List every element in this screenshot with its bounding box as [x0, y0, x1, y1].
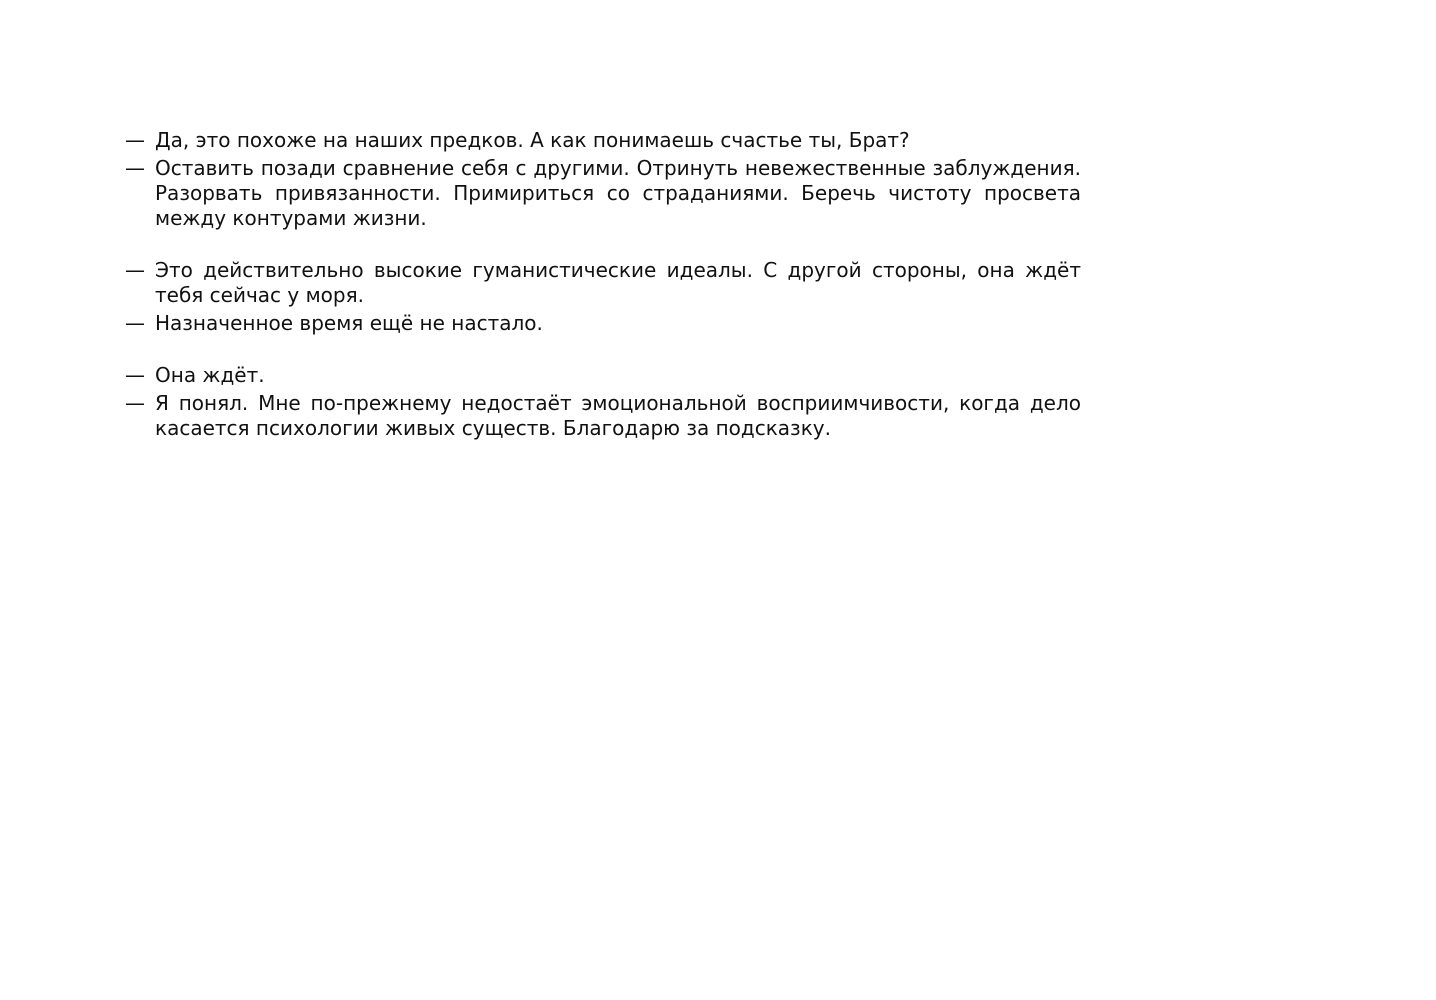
dialogue-text: Я понял. Мне по-прежнему недостаёт эмоциональной восприимчивости, когда дело касается психологии живых существ. Благодарю за подсказку. — [155, 391, 1081, 440]
dialogue-dash: — — [125, 311, 145, 335]
dialogue-dash: — — [125, 128, 145, 152]
dialogue-dash: — — [125, 156, 145, 180]
dialogue-group — [125, 128, 1081, 231]
dialogue-text: Это действительно высокие гуманистические идеалы. С другой стороны, она ждёт тебя сейчас у моря. — [155, 258, 1081, 307]
document-page — [125, 128, 1081, 441]
dialogue-dash: — — [125, 258, 145, 282]
dialogue-line — [125, 391, 1081, 441]
dialogue-text: Она ждёт. — [155, 363, 265, 387]
dialogue-group — [125, 363, 1081, 441]
dialogue-line — [125, 258, 1081, 308]
dialogue-text: Да, это похоже на наших предков. А как понимаешь счастье ты, Брат? — [155, 128, 910, 152]
dialogue-line — [125, 128, 1081, 153]
dialogue-dash: — — [125, 363, 145, 387]
dialogue-text: Назначенное время ещё не настало. — [155, 311, 543, 335]
dialogue-group — [125, 258, 1081, 336]
dialogue-line — [125, 156, 1081, 231]
dialogue-line — [125, 311, 1081, 336]
dialogue-dash: — — [125, 391, 145, 415]
dialogue-line — [125, 363, 1081, 388]
dialogue-text: Оставить позади сравнение себя с другими. Отринуть невежественные заблуждения. Разорвать привязанности. Примириться со страданиями. Беречь чистоту просвета между контурами жизни. — [155, 156, 1081, 230]
